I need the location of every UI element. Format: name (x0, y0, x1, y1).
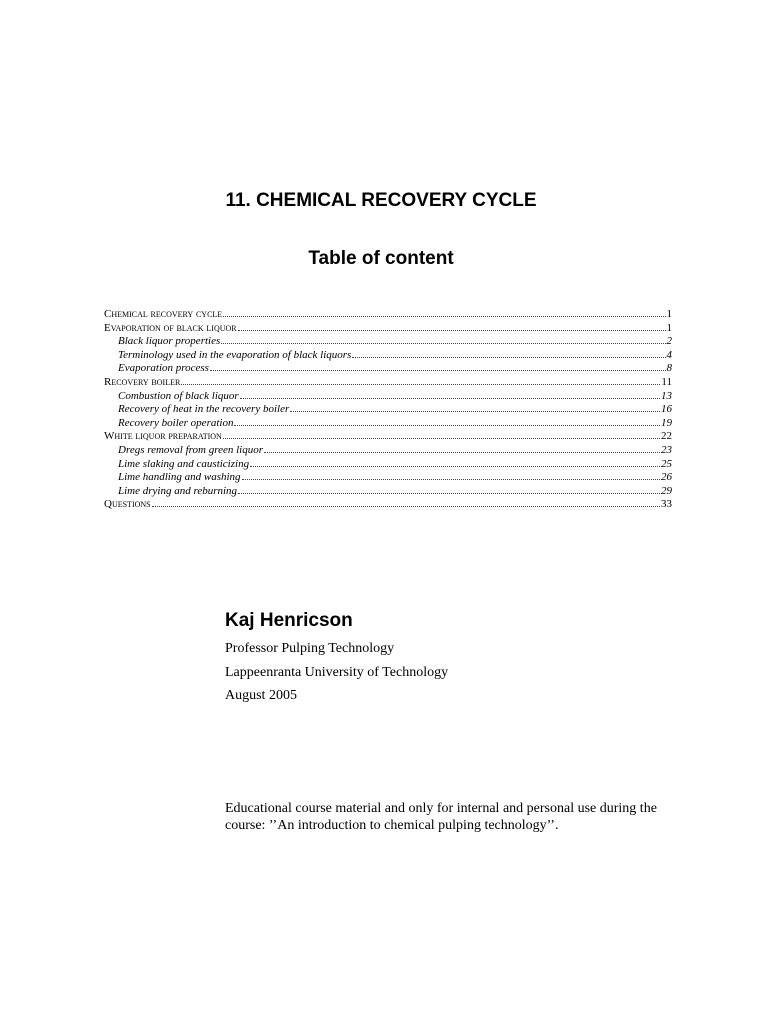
author-position: Professor Pulping Technology (225, 641, 395, 656)
toc-entry-label: Questions (104, 498, 151, 511)
toc-dot-leader (290, 401, 660, 412)
toc-dot-leader (352, 347, 665, 358)
toc-entry (104, 483, 672, 497)
author-info (225, 637, 448, 708)
toc-dot-leader (152, 496, 660, 507)
toc-entry-label: Combustion of black liquor (118, 389, 239, 402)
toc-entry-label: Black liquor properties (118, 335, 221, 348)
toc-entry (104, 496, 672, 510)
toc-entry-label: Lime handling and washing (118, 471, 241, 484)
toc-entry (104, 401, 672, 415)
toc-entry-page: 25 (661, 457, 672, 470)
toc-entry-label: Chemical recovery cycle (104, 308, 223, 320)
toc-entry-label: White liquor preparation (104, 430, 222, 443)
toc-entry-page: 8 (666, 362, 672, 375)
toc-dot-leader (221, 333, 665, 344)
toc-entry-label: Recovery boiler operation (118, 416, 234, 429)
toc-entry-page: 22 (661, 430, 672, 443)
toc-entry-page: 23 (661, 443, 672, 456)
document-title: 11. CHEMICAL RECOVERY CYCLE (225, 190, 537, 211)
toc-entry (104, 333, 672, 347)
toc-dot-leader (223, 428, 660, 439)
toc-entry-label: Lime slaking and causticizing (118, 457, 250, 470)
toc-heading: Table of content (308, 248, 454, 269)
toc-entry (104, 442, 672, 456)
toc-entry (104, 347, 672, 361)
toc-entry (104, 415, 672, 429)
toc-entry-page: 1 (666, 321, 672, 334)
toc-entry (104, 306, 672, 320)
toc-entry-page: 19 (661, 416, 672, 429)
toc-dot-leader (264, 442, 660, 453)
toc-entry-page: 13 (661, 389, 672, 402)
toc-entry (104, 428, 672, 442)
toc-dot-leader (250, 456, 660, 467)
toc-dot-leader (210, 360, 666, 371)
toc-entry (104, 456, 672, 470)
document-date: August 2005 (225, 688, 297, 703)
toc-dot-leader (238, 483, 660, 494)
author-institution: Lappeenranta University of Technology (225, 664, 449, 680)
toc-entry-label: Terminology used in the evaporation of black liquors (118, 348, 352, 361)
toc-entry-page: 33 (661, 498, 672, 511)
toc-entry-label: Lime drying and reburning (118, 484, 238, 497)
toc-dot-leader (223, 306, 665, 317)
author-name: Kaj Henricson (225, 610, 353, 631)
toc-entry-page: 1 (666, 308, 672, 320)
toc-entry-page: 2 (666, 335, 672, 348)
toc-entry (104, 320, 672, 334)
toc-entry-label: Evaporation of black liquor (104, 321, 237, 334)
table-of-contents (104, 306, 672, 510)
toc-entry-page: 16 (661, 403, 672, 416)
toc-entry (104, 388, 672, 402)
toc-entry-label: Evaporation process (118, 362, 209, 375)
toc-entry-label: Dregs removal from green liquor (118, 443, 264, 456)
toc-entry-page: 26 (661, 471, 672, 484)
toc-entry-page: 4 (666, 348, 672, 361)
toc-dot-leader (181, 374, 660, 385)
toc-entry (104, 469, 672, 483)
toc-entry-label: Recovery boiler (104, 375, 181, 388)
toc-entry (104, 360, 672, 374)
toc-entry (104, 374, 672, 388)
toc-entry-page: 11 (661, 375, 672, 388)
toc-dot-leader (238, 320, 666, 331)
toc-entry-page: 29 (661, 484, 672, 497)
toc-dot-leader (234, 415, 660, 426)
toc-dot-leader (242, 469, 660, 480)
usage-note: Educational course material and only for internal and personal use during the course: ’’An introduction to chemical pulping technology’’. (225, 801, 657, 833)
toc-dot-leader (240, 388, 660, 399)
toc-entry-label: Recovery of heat in the recovery boiler (118, 403, 290, 416)
